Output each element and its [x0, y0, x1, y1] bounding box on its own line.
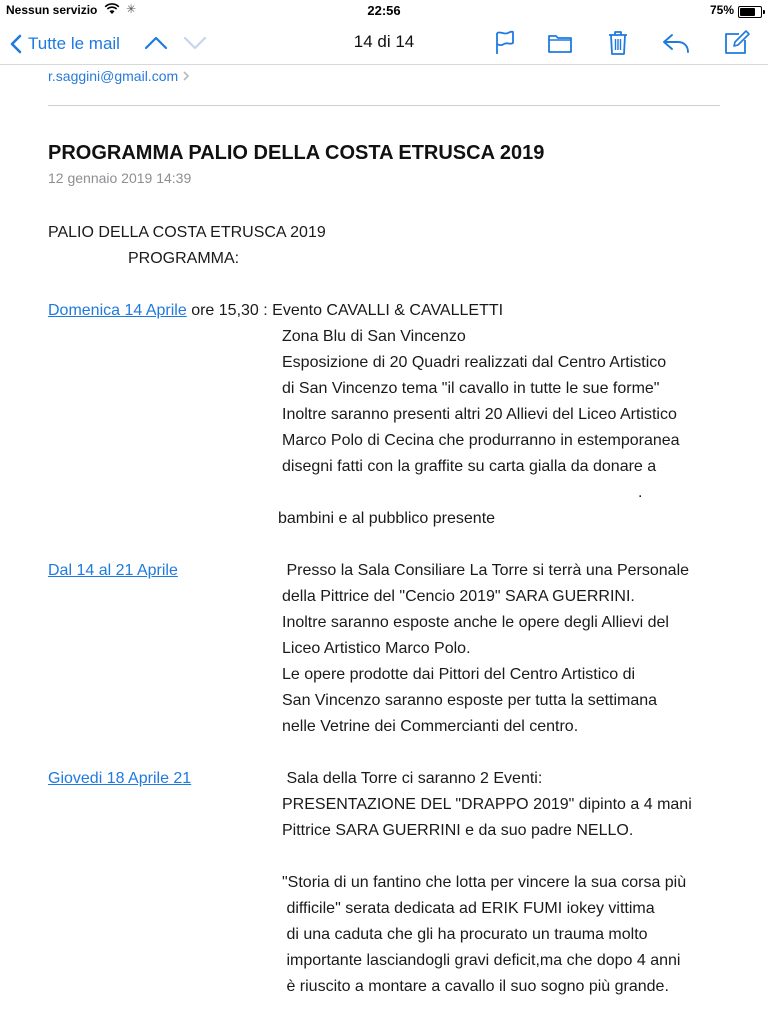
- event2-line: Inoltre saranno esposte anche le opere degli Allievi del: [282, 614, 669, 631]
- previous-message-button[interactable]: [143, 32, 169, 54]
- event2-line: San Vincenzo saranno esposte per tutta la settimana: [282, 692, 658, 709]
- email-date: 12 gennaio 2019 14:39: [48, 170, 192, 186]
- move-to-folder-button[interactable]: [545, 28, 575, 58]
- event1-date-link[interactable]: Domenica 14 Aprile: [48, 302, 187, 319]
- sender-address[interactable]: [48, 68, 190, 84]
- battery-percentage: 75%: [709, 3, 734, 17]
- event1-line: bambini e al pubblico presente: [278, 510, 496, 527]
- back-to-mailboxes-button[interactable]: [10, 31, 120, 57]
- trash-icon: [603, 28, 633, 58]
- battery-icon: [738, 6, 762, 18]
- event1-line: disegni fatti con la graffite su carta gialla da donare a: [282, 458, 657, 475]
- event1-row: [48, 302, 503, 320]
- event1-line: Marco Polo di Cecina che produrranno in estemporanea: [282, 432, 680, 449]
- event3-link-text[interactable]: Giovedi 18 Aprile 21: [48, 770, 192, 787]
- reply-icon: [660, 28, 692, 58]
- event3-story-line: importante lasciandogli gravi deficit,ma che dopo 4 anni: [282, 952, 681, 969]
- reply-button[interactable]: [660, 28, 690, 58]
- event3-story-line: "Storia di un fantino che lotta per vincere la sua corsa più: [282, 874, 687, 891]
- flag-icon: [490, 28, 520, 58]
- event2-date-link[interactable]: [48, 562, 178, 580]
- next-message-button[interactable]: [182, 32, 208, 54]
- event2-line: della Pittrice del "Cencio 2019" SARA GUERRINI.: [282, 588, 635, 605]
- compose-button[interactable]: [721, 28, 751, 58]
- event3-story-line: di una caduta che gli ha procurato un trauma molto: [282, 926, 648, 943]
- event3-story-line: è riuscito a montare a cavallo il suo sogno più grande.: [282, 978, 669, 995]
- event3-line: Pittrice SARA GUERRINI e da suo padre NELLO.: [282, 822, 634, 839]
- event2-line: nelle Vetrine dei Commercianti del centro.: [282, 718, 579, 735]
- chevron-down-icon: [182, 32, 208, 54]
- message-counter: 14 di 14: [353, 32, 415, 51]
- status-bar: [0, 0, 768, 22]
- event3-line: Sala della Torre ci saranno 2 Eventi:: [282, 770, 543, 787]
- body-subtitle: PROGRAMMA:: [128, 250, 240, 267]
- folder-icon: [545, 28, 575, 58]
- body-title: PALIO DELLA COSTA ETRUSCA 2019: [48, 224, 326, 241]
- event1-line: di San Vincenzo tema "il cavallo in tutte le sue forme": [282, 380, 660, 397]
- event1-line: Esposizione di 20 Quadri realizzati dal Centro Artistico: [282, 354, 667, 371]
- back-label: Tutte le mail: [28, 34, 120, 53]
- carrier-label: Nessun servizio: [6, 3, 98, 17]
- event3-story-line: difficile" serata dedicata ad ERIK FUMI iokey vittima: [282, 900, 655, 917]
- event1-line: Inoltre saranno presenti altri 20 Allievi del Liceo Artistico: [282, 406, 677, 423]
- chevron-right-icon: [182, 70, 190, 82]
- chevron-up-icon: [143, 32, 169, 54]
- email-subject: PROGRAMMA PALIO DELLA COSTA ETRUSCA 2019: [48, 142, 545, 164]
- event2-line: Le opere prodotte dai Pittori del Centro Artistico di: [282, 666, 636, 683]
- sender-email: r.saggini@gmail.com: [48, 68, 179, 84]
- mail-toolbar: [0, 22, 768, 65]
- delete-button[interactable]: [603, 28, 633, 58]
- event2-line: Presso la Sala Consiliare La Torre si terrà una Personale: [282, 562, 690, 579]
- header-divider: [48, 105, 720, 106]
- event1-time: ore 15,30 : Evento CAVALLI & CAVALLETTI: [191, 302, 504, 319]
- event2-line: Liceo Artistico Marco Polo.: [282, 640, 471, 657]
- clock: 22:56: [367, 3, 401, 18]
- compose-icon: [721, 28, 751, 58]
- flag-button[interactable]: [490, 28, 520, 58]
- event3-line: PRESENTAZIONE DEL "DRAPPO 2019" dipinto a 4 mani: [282, 796, 692, 813]
- activity-spinner-icon: ✳: [126, 2, 137, 16]
- event3-date-link[interactable]: [48, 770, 191, 788]
- event1-line: Zona Blu di San Vincenzo: [282, 328, 466, 345]
- chevron-left-icon: [10, 34, 22, 54]
- event1-dot: .: [638, 484, 643, 501]
- event2-link-text[interactable]: Dal 14 al 21 Aprile: [48, 562, 178, 579]
